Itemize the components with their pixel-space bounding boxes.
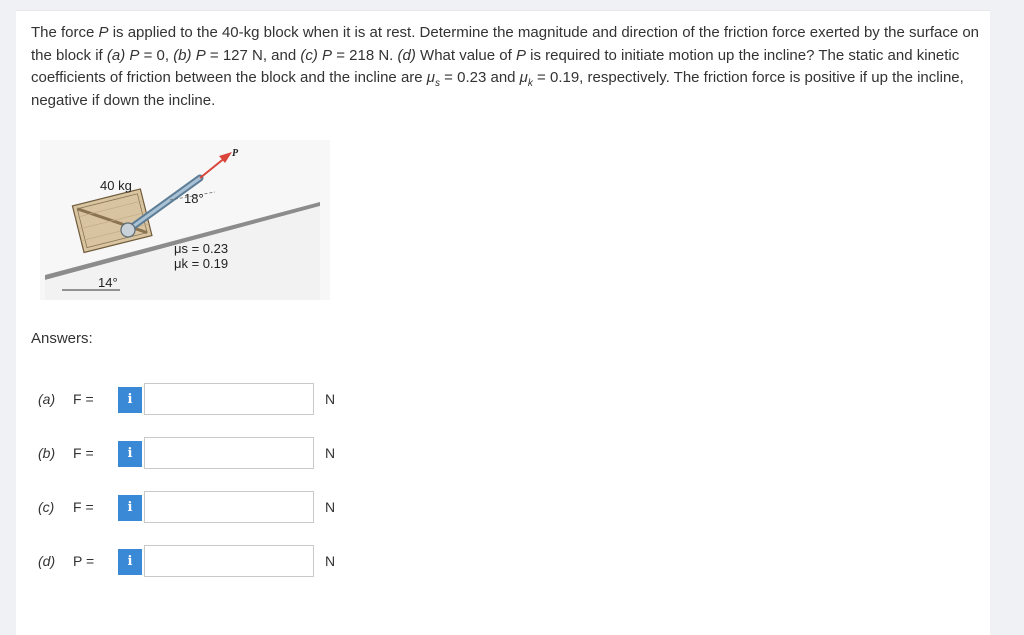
unit-label: N	[325, 391, 336, 407]
eyelet	[121, 223, 135, 237]
answers-label: Answers:	[31, 330, 93, 347]
variable-label: F =	[73, 391, 94, 407]
answer-input-d[interactable]	[144, 545, 314, 577]
variable-label: P =	[73, 553, 95, 569]
force-label: P	[232, 148, 239, 159]
answer-input-a[interactable]	[144, 383, 314, 415]
variable-label: F =	[73, 499, 94, 515]
incline-diagram	[40, 140, 330, 300]
answer-row-a	[38, 383, 348, 417]
unit-label: N	[325, 553, 336, 569]
unit-label: N	[325, 499, 336, 515]
info-icon[interactable]: i	[118, 549, 142, 575]
incline-angle-label: 14°	[98, 275, 118, 290]
info-icon[interactable]: i	[118, 495, 142, 521]
answer-input-b[interactable]	[144, 437, 314, 469]
question-text: The force P is applied to the 40-kg block when it is at rest. Determine the magnitude and direction of the friction force exerted by the surface on the block if (a) P = 0, (b) P = 127 N, and (c) P = 218 N. (d) What value of P is required to initiate motion up the incline? The static and kinetic coefficients of friction between the block and the incline are $\mu_s = 0.23$ and $\mu_k = 0.19$, respectively. The friction force is positive if up the incline, negative if down the incline.	[31, 24, 980, 109]
part-label: (d)	[38, 553, 56, 569]
part-label: (a)	[38, 391, 56, 407]
mass-label: 40 kg	[100, 178, 132, 193]
part-label: (c)	[38, 499, 55, 515]
mu-k-label: μk = 0.19	[174, 256, 229, 271]
answer-row-c	[38, 491, 348, 525]
variable-label: F =	[73, 445, 94, 461]
part-label: (b)	[38, 445, 56, 461]
answer-row-b	[38, 437, 348, 471]
mu-s-label: μs = 0.23	[174, 241, 229, 256]
answer-row-d	[38, 545, 348, 579]
unit-label: N	[325, 445, 336, 461]
force-angle-label: 18°	[184, 191, 204, 206]
answer-input-c[interactable]	[144, 491, 314, 523]
info-icon[interactable]: i	[118, 387, 142, 413]
incline-figure	[40, 140, 330, 300]
info-icon[interactable]: i	[118, 441, 142, 467]
card-top-divider	[16, 10, 990, 11]
